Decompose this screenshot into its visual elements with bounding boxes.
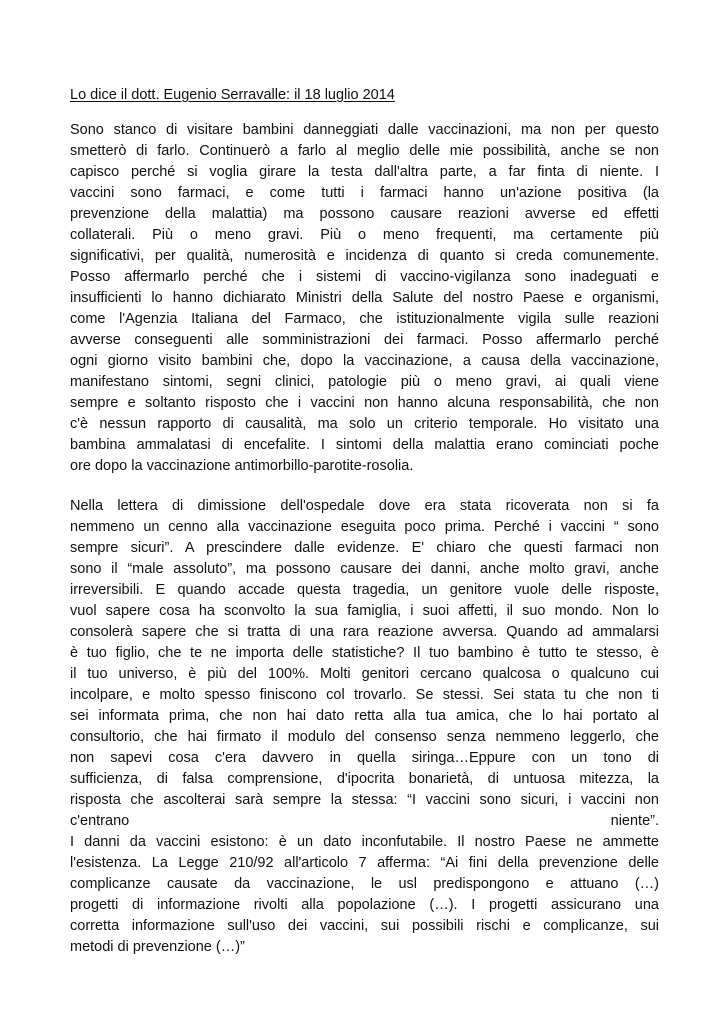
text-line: vuol sapere cosa ha sconvolto la sua famiglia, i suoi affetti, il suo mondo. Non lo xyxy=(70,603,659,619)
text-line: avverse conseguenti alle somministrazioni dei farmaci. Posso affermarlo perché xyxy=(70,332,659,348)
text-line: corretta informazione sull'uso dei vaccini, sui possibili rischi e complicanze, sui xyxy=(70,918,659,934)
text-line: complicanze causate da vaccinazione, le usl predispongono e attuano (…) xyxy=(70,876,659,892)
text-line: il tuo universo, è più del 100%. Molti genitori cercano qualcosa o qualcuno cui xyxy=(70,666,659,682)
text-line: è tuo figlio, che te ne importa delle statistiche? Il tuo bambino è tutto te stesso, è xyxy=(70,645,659,661)
text-line: Nella lettera di dimissione dell'ospedale dove era stata ricoverata non si fa xyxy=(70,498,659,514)
document-heading: Lo dice il dott. Eugenio Serravalle: il 18 luglio 2014 xyxy=(70,87,395,103)
text-line: Posso affermarlo perché che i sistemi di vaccino-vigilanza sono inadeguati e xyxy=(70,269,659,285)
paragraph-2 xyxy=(70,496,659,811)
text-line: nemmeno un cenno alla vaccinazione eseguita poco prima. Perché i vaccini “ sono xyxy=(70,519,659,535)
split-line-right: niente”. xyxy=(610,813,659,829)
text-line: consultorio, che hai firmato il modulo del consenso senza nemmeno leggerlo, che xyxy=(70,729,659,745)
text-line: smetterò di farlo. Continuerò a farlo al meglio delle mie possibilità, anche se non xyxy=(70,143,659,159)
text-line: come l'Agenzia Italiana del Farmaco, che istituzionalmente vigila sulle reazioni xyxy=(70,311,659,327)
text-line: progetti di informazione rivolti alla popolazione (…). I progetti assicurano una xyxy=(70,897,659,913)
text-line: sempre sicuri”. A prescindere dalle evidenze. E' chiaro che questi farmaci non xyxy=(70,540,659,556)
paragraph-2-ending xyxy=(70,811,659,832)
split-line xyxy=(70,811,659,832)
text-line: sono il “male assoluto”, ma possono causare dei danni, anche molto gravi, anche xyxy=(70,561,659,577)
split-line-left: c'entrano xyxy=(70,813,130,829)
text-line: capisco perché si voglia girare la testa dall'altra parte, a far finta di niente. I xyxy=(70,164,659,180)
text-line: non sapevi cosa c'era davvero in quella siringa…Eppure con un tono di xyxy=(70,750,659,766)
text-line: significativi, per qualità, numerosità e incidenza di quanto si creda comunemente. xyxy=(70,248,659,264)
text-line: sempre e soltanto risposto che i vaccini non hanno alcuna responsabilità, che non xyxy=(70,395,659,411)
text-line: consolerà sapere che si tratta di una rara reazione avversa. Quando ad ammalarsi xyxy=(70,624,659,640)
text-line: ore dopo la vaccinazione antimorbillo-parotite-rosolia. xyxy=(70,458,414,474)
text-line: sei informata prima, che non hai dato retta alla tua amica, che lo hai portato al xyxy=(70,708,659,724)
text-line: collaterali. Più o meno gravi. Più o meno frequenti, ma certamente più xyxy=(70,227,659,243)
text-line: insufficienti lo hanno dichiarato Ministri della Salute del nostro Paese e organismi, xyxy=(70,290,659,306)
paragraph-3 xyxy=(70,832,659,958)
text-line: incolpare, e molto spesso finiscono col trovarlo. Se stessi. Sei stata tu che non ti xyxy=(70,687,659,703)
text-line: prevenzione della malattia) ma possono causare reazioni avverse ed effetti xyxy=(70,206,659,222)
paragraph-1 xyxy=(70,120,659,477)
text-line: l'esistenza. La Legge 210/92 all'articolo 7 afferma: “Ai fini della prevenzione delle xyxy=(70,855,659,871)
text-line: irreversibili. E quando accade questa tragedia, un genitore vuole delle risposte, xyxy=(70,582,659,598)
text-line: c'è nessun rapporto di causalità, ma solo un criterio temporale. Ho visitato una xyxy=(70,416,659,432)
text-line: I danni da vaccini esistono: è un dato inconfutabile. Il nostro Paese ne ammette xyxy=(70,834,659,850)
text-line: vaccini sono farmaci, e come tutti i farmaci hanno un'azione positiva (la xyxy=(70,185,659,201)
text-line: manifestano sintomi, segni clinici, patologie più o meno gravi, ai quali viene xyxy=(70,374,659,390)
text-line: risposta che ascolterai sarà sempre la stessa: “I vaccini sono sicuri, i vaccini non xyxy=(70,792,659,808)
text-line: metodi di prevenzione (…)” xyxy=(70,939,245,955)
text-line: Sono stanco di visitare bambini danneggiati dalle vaccinazioni, ma non per questo xyxy=(70,122,659,138)
text-line: bambina ammalatasi di encefalite. I sintomi della malattia erano cominciati poche xyxy=(70,437,659,453)
text-line: sufficienza, di falsa comprensione, d'ipocrita bonarietà, di untuosa mitezza, la xyxy=(70,771,659,787)
text-line: ogni giorno visito bambini che, dopo la vaccinazione, a causa della vaccinazione, xyxy=(70,353,659,369)
